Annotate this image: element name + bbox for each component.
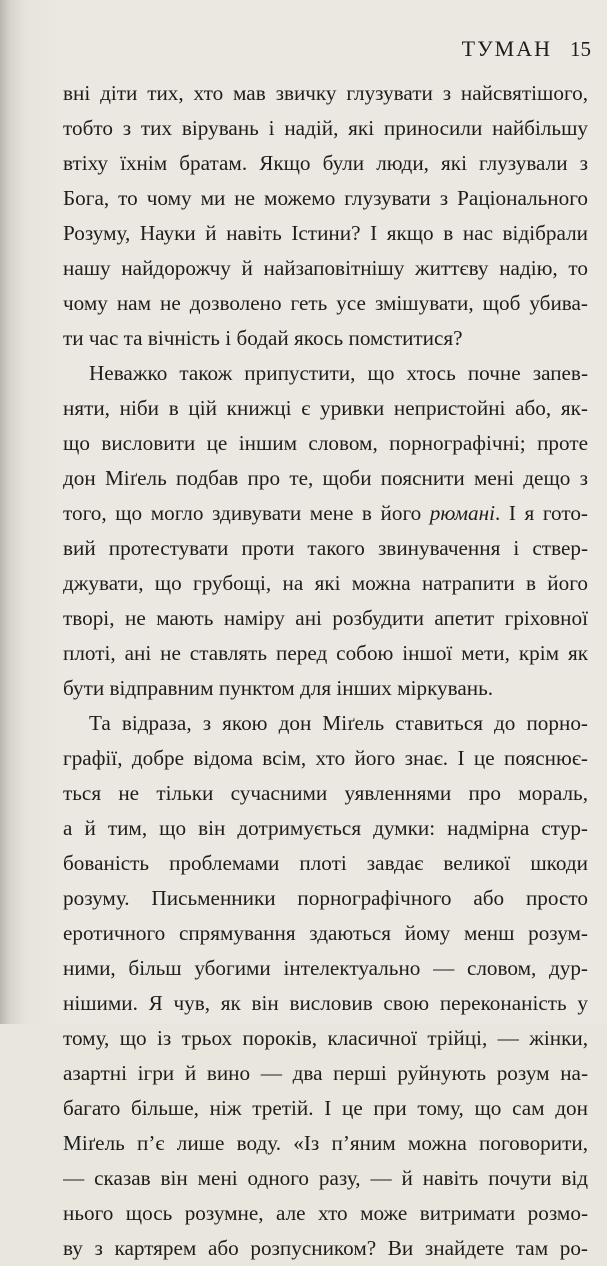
text-line bbox=[63, 566, 588, 601]
text-segment: ться не тільки сучасними уявленнями про мораль, bbox=[63, 781, 588, 805]
text-line bbox=[63, 461, 588, 496]
text-line bbox=[63, 776, 588, 811]
text-segment: багато більше, ніж третій. І це при тому, що сам дон bbox=[63, 1096, 588, 1120]
text-line bbox=[63, 951, 588, 986]
text-segment: Неважко також припустити, що хтось почне запев- bbox=[89, 361, 588, 385]
text-line bbox=[63, 286, 588, 321]
text-segment: ти час та вічність і бодай якось помститися? bbox=[63, 326, 463, 350]
text-line bbox=[63, 1231, 588, 1266]
text-segment: що висловити це іншим словом, порнографічні; проте bbox=[63, 431, 588, 455]
text-segment: вні діти тих, хто мав звичку глузувати з найсвятішого, bbox=[63, 81, 588, 105]
body-text bbox=[63, 76, 588, 1266]
text-line bbox=[63, 181, 588, 216]
text-line bbox=[63, 321, 588, 356]
text-line bbox=[63, 496, 588, 531]
text-segment: чому нам не дозволено геть усе змішувати, щоб убива- bbox=[63, 291, 588, 315]
text-line bbox=[63, 111, 588, 146]
italic-word: рюмані bbox=[429, 501, 496, 525]
text-segment: плоті, ані не ставлять перед собою іншої мети, крім як bbox=[63, 641, 588, 665]
text-segment: бути відправним пунктом для інших міркувань. bbox=[63, 676, 494, 700]
text-segment: нього щось розумне, але хто може витримати розмо- bbox=[63, 1201, 588, 1225]
text-segment: Розуму, Науки й навіть Істини? І якщо в нас відібрали bbox=[63, 221, 588, 245]
text-line bbox=[63, 1161, 588, 1196]
text-segment: а й тим, що він дотримується думки: надмірна стур- bbox=[63, 816, 588, 840]
text-segment: нішими. Я чув, як він висловив свою переконаність у bbox=[63, 991, 588, 1015]
text-segment: ву з картярем або розпусником? Ви знайдете там ро- bbox=[63, 1236, 588, 1260]
text-segment: втіху їхнім братам. Якщо були люди, які глузували з bbox=[63, 151, 588, 175]
text-segment: ними, більш убогими інтелектуально — словом, дур- bbox=[63, 956, 588, 980]
text-segment: розуму. Письменники порнографічного або просто bbox=[63, 886, 588, 910]
text-line bbox=[63, 356, 588, 391]
text-line bbox=[63, 426, 588, 461]
page-number: 15 bbox=[570, 37, 591, 61]
text-line bbox=[63, 986, 588, 1021]
text-line bbox=[63, 601, 588, 636]
text-segment: — сказав він мені одного разу, — й навіть почути від bbox=[63, 1166, 588, 1190]
text-segment: еротичного спрямування здаються йому менш розум- bbox=[63, 921, 588, 945]
text-segment: . І я гото- bbox=[495, 501, 588, 525]
text-segment: тобто з тих вірувань і надій, які приносили найбільшу bbox=[63, 116, 588, 140]
text-segment: вий протестувати проти такого звинувачення і ствер- bbox=[63, 536, 588, 560]
text-segment: няти, ніби в цій книжці є уривки непристойні або, як- bbox=[63, 396, 588, 420]
text-segment: Бога, то чому ми не можемо глузувати з Раціонального bbox=[63, 186, 588, 210]
text-segment: нашу найдорожчу й найзаповітнішу життєву надію, то bbox=[63, 256, 588, 280]
text-segment: джувати, що грубощі, на які можна натрапити в його bbox=[63, 571, 588, 595]
text-line bbox=[63, 671, 588, 706]
text-line bbox=[63, 1126, 588, 1161]
text-line bbox=[63, 1056, 588, 1091]
text-line bbox=[63, 741, 588, 776]
text-line bbox=[63, 531, 588, 566]
text-line bbox=[63, 881, 588, 916]
text-line bbox=[63, 846, 588, 881]
text-segment: того, що могло здивувати мене в його bbox=[63, 501, 430, 525]
text-line bbox=[63, 636, 588, 671]
text-line bbox=[63, 1196, 588, 1231]
text-line bbox=[63, 916, 588, 951]
text-line bbox=[63, 1091, 588, 1126]
text-segment: дон Міґель подбав про те, щоби пояснити мені дещо з bbox=[63, 466, 588, 490]
running-title: ТУМАН bbox=[461, 36, 552, 61]
text-segment: бованість проблемами плоті завдає великої шкоди bbox=[63, 851, 588, 875]
text-segment: Міґель п’є лише воду. «Із п’яним можна поговорити, bbox=[63, 1131, 588, 1155]
text-line bbox=[63, 76, 588, 111]
text-segment: творі, не мають наміру ані розбудити апетит гріховної bbox=[63, 606, 588, 630]
text-line bbox=[63, 811, 588, 846]
text-line bbox=[63, 1021, 588, 1056]
text-line bbox=[63, 216, 588, 251]
text-segment: Та відраза, з якою дон Міґель ставиться до порно- bbox=[89, 711, 588, 735]
text-segment: тому, що із трьох пороків, класичної трійці, — жінки, bbox=[63, 1026, 588, 1050]
text-line bbox=[63, 706, 588, 741]
text-line bbox=[63, 391, 588, 426]
text-line bbox=[63, 251, 588, 286]
text-segment: графії, добре відома всім, хто його знає. І це пояснює- bbox=[63, 746, 588, 770]
text-segment: азартні ігри й вино — два перші руйнують розум на- bbox=[63, 1061, 588, 1085]
text-line bbox=[63, 146, 588, 181]
page-header bbox=[462, 36, 591, 62]
